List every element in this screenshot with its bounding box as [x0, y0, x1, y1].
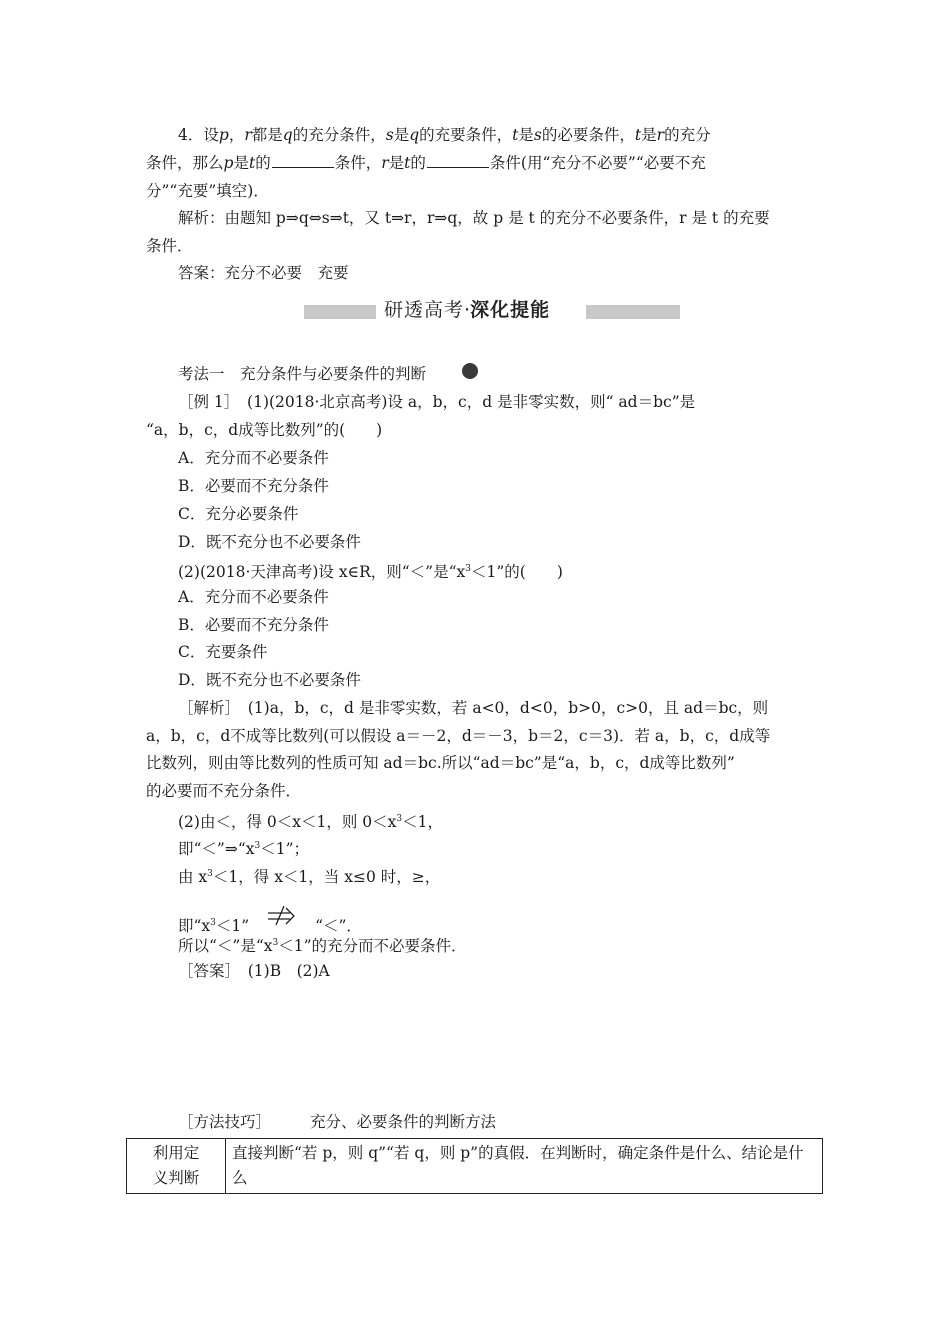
method1-title: 考法一 充分条件与必要条件的判断	[178, 365, 427, 383]
q4-analysis-1: 解析：由题知 p⇒q⇔s⇒t，又 t⇒r，r⇒q，故 p 是 t 的充分不必要条件，r 是 t 的充要	[178, 209, 770, 227]
q4-line2: 条件，那么p是t的 条件，r是t的 条件(用“充分不必要”“必要不充	[146, 154, 706, 172]
table-row-body: 直接判断“若 p，则 q”“若 q，则 p”的真假．在判断时，确定条件是什么、结论是什么	[226, 1139, 823, 1194]
tips-title: 充分、必要条件的判断方法	[310, 1113, 497, 1131]
option-b2: B．必要而不充分条件	[178, 616, 329, 634]
solution-line6: 即“$<”\Rightarrow“x^3<1$”；	[178, 840, 310, 858]
solution-line9: 所以“＜”是“$x^3<1$”的充分而不必要条件．	[178, 937, 467, 955]
table-row	[127, 1139, 823, 1194]
tips-label: ［方法技巧］	[178, 1113, 272, 1131]
banner-bar-right	[586, 305, 680, 319]
solution-line1: ［解析］ (1)a，b，c，d 是非零实数，若 a<0，d<0，b>0，c>0，且 ad＝bc，则	[178, 699, 769, 717]
solution-line5: (2)由＜，得 0＜x＜1，则 $0<x^3<1$，	[178, 813, 443, 831]
option-d: D．既不充分也不必要条件	[178, 533, 361, 551]
option-d2: D．既不充分也不必要条件	[178, 671, 361, 689]
solution-answer: ［答案］ (1)B (2)A	[178, 962, 330, 980]
solution-line3: 比数列，则由等比数列的性质可知 ad＝bc.所以“ad＝bc”是“a，b，c，d成等比数列”	[146, 754, 735, 772]
example1-line2: “a，b，c，d成等比数列”的( )	[146, 421, 383, 439]
option-b: B．必要而不充分条件	[178, 477, 329, 495]
option-c: C．充分必要条件	[178, 505, 299, 523]
solution-line7: 由 $x^3<1$，得 x＜1，当 x≤0 时，≥，	[178, 868, 441, 886]
q4-line1: 4．设p，r都是q的充分条件，s是q的充要条件，t是s的必要条件，t是r的充分	[178, 126, 711, 144]
q4-answer: 答案：充分不必要 充要	[178, 264, 349, 282]
option-a2: A．充分而不必要条件	[178, 588, 329, 606]
option-c2: C．充要条件	[178, 643, 268, 661]
bullet-dot-icon	[462, 363, 478, 379]
example1-q2: (2)(2018·天津高考)设 x∈R，则“＜”是“$x^3<1$”的( )	[178, 563, 563, 581]
solution-line4: 的必要而不充分条件．	[146, 782, 302, 800]
table-row-header: 利用定 义判断	[127, 1139, 226, 1194]
solution-line8: 即“$x^3<1$” “＜”．	[178, 905, 362, 936]
method-table	[126, 1138, 823, 1194]
q4-analysis-2: 条件．	[146, 237, 193, 255]
not-implies-icon	[264, 905, 300, 929]
section-banner: 研透高考·深化提能	[384, 299, 551, 321]
solution-line2: a，b，c，d不成等比数列(可以假设 a＝－2，d＝－3，b＝2，c＝3)．若 a，b，c，d成等	[146, 727, 771, 745]
option-a: A．充分而不必要条件	[178, 449, 329, 467]
answer-blank-2[interactable]	[427, 153, 489, 168]
q4-line3: 分”“充要”填空)．	[146, 182, 269, 200]
banner-bar-left	[304, 305, 376, 319]
example1-line1: ［例 1］ (1)(2018·北京高考)设 a，b，c，d 是非零实数，则“ ad＝bc”是	[178, 393, 696, 411]
answer-blank-1[interactable]	[272, 153, 334, 168]
